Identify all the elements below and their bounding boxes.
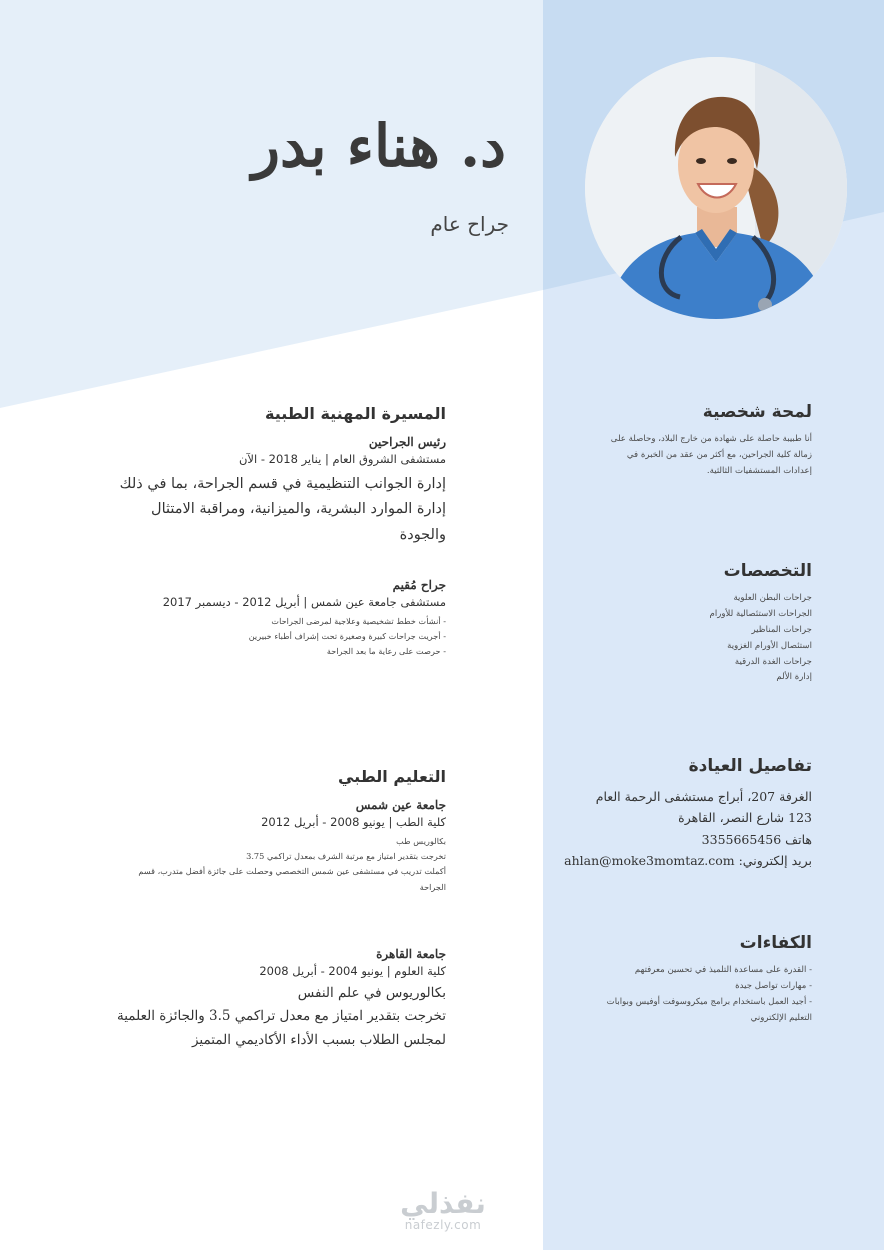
career-job-title: رئيس الجراحين xyxy=(368,435,446,449)
clinic-email[interactable]: بريد إلكتروني: ahlan@moke3momtaz.com xyxy=(564,852,812,868)
education-entry xyxy=(106,798,446,895)
career-heading: المسيرة المهنية الطبية xyxy=(265,404,446,423)
skill-item: - مهارات تواصل جيدة xyxy=(735,980,812,991)
watermark-arabic: نفذلي xyxy=(400,1187,486,1220)
skill-item: - القدرة على مساعدة التلميذ في تحسين معرفتهم xyxy=(634,965,812,975)
watermark xyxy=(388,1187,498,1232)
detail-line: بكالوريوس في علم النفس xyxy=(297,984,446,1001)
skill-item: التعليم الإلكتروني xyxy=(750,1012,812,1023)
detail-line: بكالوريس طب xyxy=(396,836,446,846)
career-job-title: جراح مُقيم xyxy=(392,578,446,593)
specialties-list xyxy=(582,591,812,686)
profile-heading: لمحة شخصية xyxy=(702,402,812,422)
skill-item: - أجيد العمل باستخدام برامج ميكروسوفت أوفيس وبوابات xyxy=(606,996,812,1007)
profile-text xyxy=(582,432,812,480)
detail-line: تخرجت بتقدير امتياز مع معدل تراكمي 3.5 والجائزة العلمية xyxy=(116,1008,446,1025)
duty-line: - حرصت على رعاية ما بعد الجراحة xyxy=(326,646,446,657)
school-subtitle: كلية العلوم | يونيو 2004 - أبريل 2008 xyxy=(259,963,446,978)
detail-line: أكملت تدريب في مستشفى عين شمس التخصصي وحصلت على جائزة أفضل متدرب، قسم xyxy=(138,866,446,877)
clinic-address-line1: الغرفة 207، أبراج مستشفى الرحمة العام xyxy=(595,789,812,804)
career-job-duties xyxy=(106,614,446,660)
career-entry xyxy=(106,578,446,660)
profile-line: أنا طبيبة حاصلة على شهادة من خارج البلاد، وحاصلة على xyxy=(610,434,812,444)
skills-section xyxy=(582,933,812,1027)
specialty-item: جراحات البطن العلوية xyxy=(733,593,812,603)
school-details xyxy=(106,834,446,895)
school-details xyxy=(106,982,446,1053)
detail-line: لمجلس الطلاب بسبب الأداء الأكاديمي المتميز xyxy=(191,1031,446,1048)
clinic-section xyxy=(542,756,812,871)
detail-line: الجراحة xyxy=(419,881,446,892)
school-name: جامعة عين شمس xyxy=(355,798,446,812)
school-name: جامعة القاهرة xyxy=(376,946,446,961)
specialty-item: جراحات الغدة الدرقية xyxy=(734,656,812,667)
header-light-shape xyxy=(0,0,543,408)
profile-photo xyxy=(585,57,847,319)
duty-line: - أجريت جراحات كبيرة وصغيرة تحت إشراف أطباء خبيرين xyxy=(248,631,446,642)
specialty-item: استئصال الأورام الغزوية xyxy=(727,640,812,651)
school-subtitle: كلية الطب | يونيو 2008 - أبريل 2012 xyxy=(261,815,446,829)
career-job-subtitle: مستشفى الشروق العام | يناير 2018 - الآن xyxy=(238,452,446,466)
career-job-subtitle: مستشفى جامعة عين شمس | أبريل 2012 - ديسمبر 2017 xyxy=(162,595,446,610)
education-section xyxy=(106,767,446,1053)
career-entry xyxy=(106,435,446,548)
job-title: جراح عام xyxy=(430,212,509,236)
description-line: إدارة الجوانب التنظيمية في قسم الجراحة، بما في ذلك xyxy=(119,476,446,492)
clinic-details xyxy=(542,786,812,871)
specialties-heading: التخصصات xyxy=(723,561,812,581)
skills-heading: الكفاءات xyxy=(739,933,812,953)
education-heading: التعليم الطبي xyxy=(337,767,446,786)
watermark-latin: nafezly.com xyxy=(404,1218,482,1232)
clinic-phone: هاتف 3355665456 xyxy=(701,831,812,847)
career-section xyxy=(106,404,446,660)
specialty-item: الجراحات الاستئصالية للأورام xyxy=(709,608,812,619)
career-job-description xyxy=(106,472,446,548)
person-name: د. هناء بدر xyxy=(251,112,506,180)
clinic-address-line2: 123 شارع النصر، القاهرة xyxy=(678,810,812,826)
skills-list xyxy=(582,963,812,1027)
education-entry xyxy=(106,947,446,1053)
detail-line: تخرجت بتقدير امتياز مع مرتبة الشرف بمعدل تراكمي 3.75 xyxy=(246,851,446,862)
profile-line: زمالة كلية الجراحين، مع أكثر من عقد من الخبرة في xyxy=(626,449,812,460)
duty-line: - أنشأت خطط تشخيصية وعلاجية لمرضى الجراحات xyxy=(271,616,446,627)
profile-line: إعدادات المستشفيات الثالثية. xyxy=(706,465,812,476)
specialty-item: إدارة الألم xyxy=(776,672,812,683)
specialties-section xyxy=(582,561,812,686)
description-line: إدارة الموارد البشرية، والميزانية، ومراقبة الامتثال والجودة xyxy=(151,501,446,543)
specialty-item: جراحات المناظير xyxy=(751,624,812,635)
profile-section xyxy=(582,402,812,480)
clinic-heading: تفاصيل العيادة xyxy=(688,756,812,776)
doctor-portrait-illustration xyxy=(585,57,847,319)
